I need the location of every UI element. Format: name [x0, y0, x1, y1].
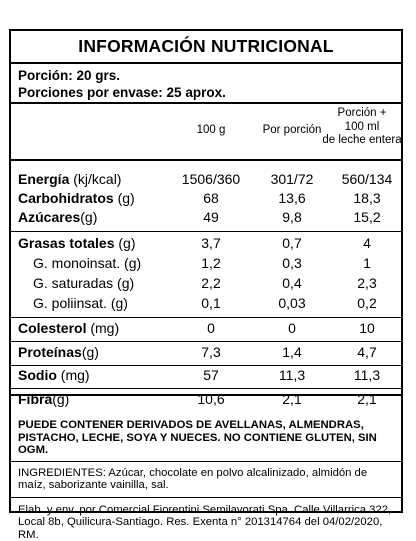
row-divider [11, 317, 401, 318]
value-per-portion: 0,7 [257, 235, 327, 251]
nutrient-label [18, 367, 90, 383]
nutrient-table [11, 161, 401, 396]
value-100g: 0,1 [176, 295, 246, 311]
value-per-portion: 11,3 [257, 367, 327, 383]
value-100g: 57 [176, 367, 246, 383]
value-per-portion: 0,03 [257, 295, 327, 311]
allergen-warning: PUEDE CONTENER DERIVADOS DE AVELLANAS, ALMENDRAS, PISTACHO, LECHE, SOYA Y NUECES. NO CONTIENE GLUTEN, SIN OGM. [11, 419, 401, 462]
nutrient-unit: (g) [52, 391, 69, 407]
value-100g: 7,3 [176, 344, 246, 360]
value-per-portion: 0,4 [257, 275, 327, 291]
row-divider [11, 341, 401, 342]
value-with-milk: 1 [332, 255, 402, 271]
column-headers [11, 104, 401, 161]
value-per-portion: 2,1 [257, 391, 327, 407]
value-per-portion: 301/72 [257, 171, 327, 187]
nutrient-label [18, 235, 136, 251]
nutrient-name: Grasas totales [18, 235, 115, 251]
value-with-milk: 11,3 [332, 367, 402, 383]
value-100g: 0 [176, 320, 246, 336]
value-100g: 68 [176, 190, 246, 206]
nutrient-name: Sodio [18, 367, 57, 383]
value-with-milk: 0,2 [332, 295, 402, 311]
value-with-milk: 10 [332, 320, 402, 336]
header-line: 100 ml [317, 121, 407, 135]
value-100g: 2,2 [176, 275, 246, 291]
table-row [11, 367, 401, 387]
value-with-milk: 4,7 [332, 344, 402, 360]
value-with-milk: 18,3 [332, 190, 402, 206]
table-row [11, 295, 401, 315]
serving-size: Porción: 20 grs. [18, 67, 401, 84]
column-header-per-portion: Por porción [247, 124, 337, 138]
table-row [11, 235, 401, 255]
nutrient-name: Proteínas [18, 344, 82, 360]
nutrient-label [18, 391, 69, 407]
value-100g: 3,7 [176, 235, 246, 251]
nutrient-label [18, 320, 119, 336]
row-divider [11, 365, 401, 366]
table-row [11, 391, 401, 411]
table-row [11, 171, 401, 191]
nutrient-unit: (mg) [61, 367, 90, 383]
value-per-portion: 1,4 [257, 344, 327, 360]
table-row [11, 209, 401, 229]
panel-title: INFORMACIÓN NUTRICIONAL [11, 31, 401, 64]
value-per-portion: 0 [257, 320, 327, 336]
nutrient-unit: (mg) [90, 320, 119, 336]
table-row [11, 255, 401, 275]
serving-info [11, 64, 401, 104]
nutrient-label [18, 209, 97, 225]
value-with-milk: 15,2 [332, 209, 402, 225]
table-row [11, 320, 401, 340]
nutrition-facts-panel [9, 29, 403, 513]
value-with-milk: 4 [332, 235, 402, 251]
value-100g: 1506/360 [176, 171, 246, 187]
row-divider [11, 231, 401, 232]
nutrient-unit: (kj/kcal) [73, 171, 121, 187]
table-row [11, 275, 401, 295]
nutrient-label: G. poliinsat. (g) [33, 295, 128, 311]
value-100g: 10,6 [176, 391, 246, 407]
column-header-100g: 100 g [176, 124, 246, 138]
nutrient-name: Colesterol [18, 320, 86, 336]
ingredients-text: INGREDIENTES: Azúcar, chocolate en polvo alcalinizado, almidón de maíz, saborizante vainilla, sal. [11, 462, 401, 498]
nutrient-unit: (g) [118, 235, 135, 251]
value-per-portion: 9,8 [257, 209, 327, 225]
servings-per-container: Porciones por envase: 25 aprox. [18, 84, 401, 101]
nutrient-label [18, 190, 135, 206]
nutrient-unit: (g) [118, 190, 135, 206]
nutrient-label [18, 171, 121, 187]
nutrient-label [18, 344, 99, 360]
nutrient-unit: (g) [80, 209, 97, 225]
nutrient-name: Fibra [18, 391, 52, 407]
table-row [11, 190, 401, 210]
nutrient-name: Carbohidratos [18, 190, 114, 206]
value-with-milk: 2,1 [332, 391, 402, 407]
row-divider [11, 388, 401, 389]
header-line: Porción + [317, 107, 407, 121]
value-with-milk: 2,3 [332, 275, 402, 291]
value-per-portion: 13,6 [257, 190, 327, 206]
nutrient-name: Azúcares [18, 209, 80, 225]
nutrient-label: G. saturadas (g) [33, 275, 134, 291]
nutrient-name: Energía [18, 171, 69, 187]
nutrient-label: G. monoinsat. (g) [33, 255, 141, 271]
label-footer [11, 416, 401, 541]
column-header-portion-with-milk [317, 107, 407, 148]
header-line: de leche entera [317, 134, 407, 148]
manufacturer-info: Elab. y env. por Comercial Fiorentini Semilavorati Spa. Calle Villarrica 322, Local 8b, Quilicura-Santiago. Res. Exenta n° 201314764 del 04/02/2020, RM. [18, 498, 394, 541]
value-with-milk: 560/134 [332, 171, 402, 187]
nutrient-unit: (g) [82, 344, 99, 360]
table-row [11, 344, 401, 364]
value-100g: 1,2 [176, 255, 246, 271]
value-per-portion: 0,3 [257, 255, 327, 271]
value-100g: 49 [176, 209, 246, 225]
